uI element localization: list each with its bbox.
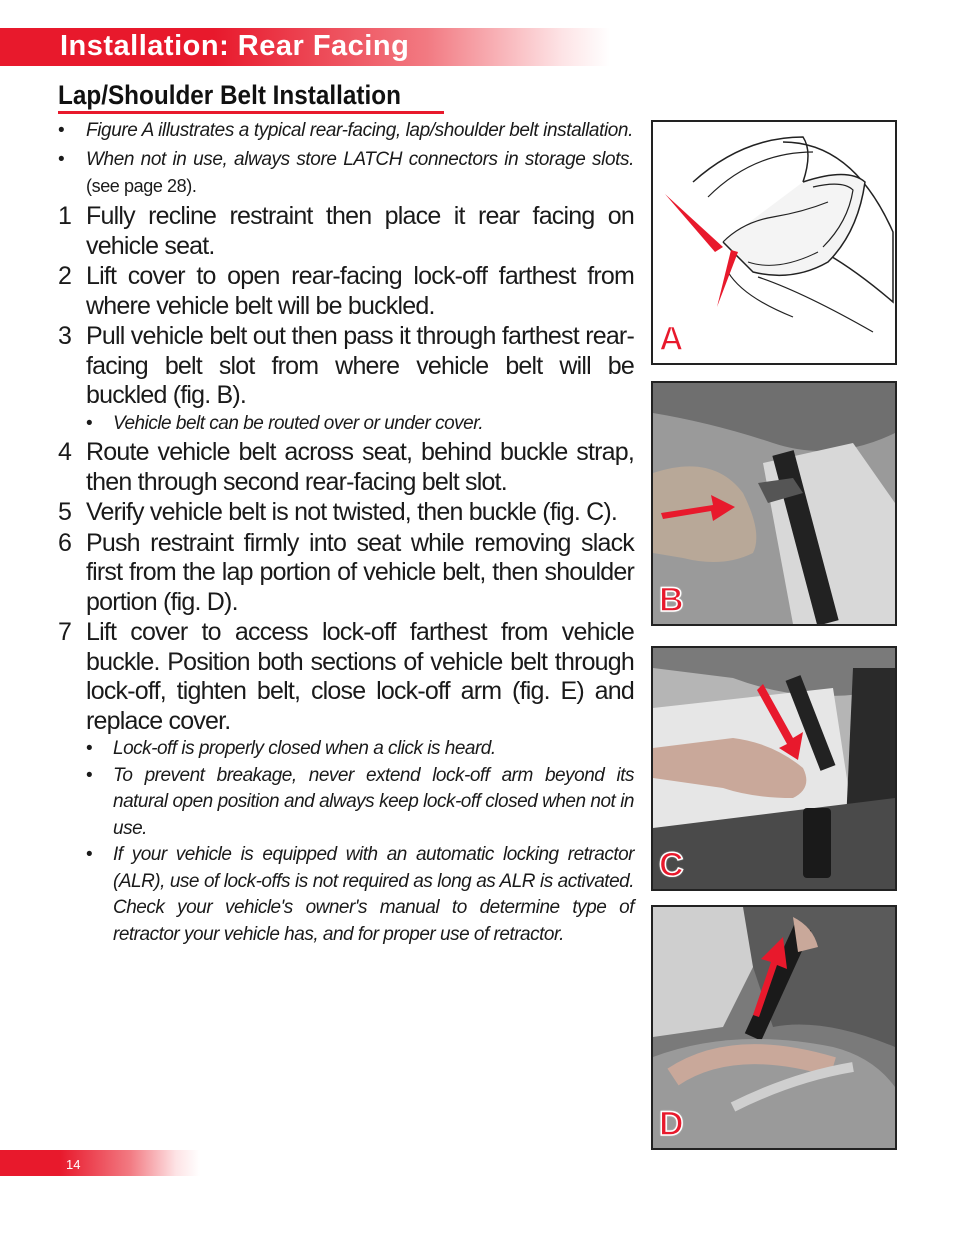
step-item: [58, 262, 634, 321]
figure-a: [651, 120, 897, 365]
step-text: Route vehicle belt across seat, behind buckle strap, then through second rear-facing belt slot.: [86, 438, 634, 496]
step-item: [58, 498, 634, 528]
subnote: [86, 411, 634, 438]
bullet: •: [58, 149, 65, 170]
step-number: 6: [58, 528, 72, 557]
step-item: [58, 438, 634, 497]
step-item: [58, 202, 634, 261]
bullet: •: [86, 844, 93, 865]
figure-label: D: [659, 1105, 684, 1143]
step-text: Push restraint firmly into seat while removing slack first from the lap portion of vehicle belt, then shoulder portion (fig. D).: [86, 528, 634, 616]
car-seat-illustration: [653, 122, 895, 363]
step-text: Lift cover to open rear-facing lock-off farthest from where vehicle belt will be buckled.: [86, 262, 634, 320]
step-number: 2: [58, 262, 72, 290]
instructions-column: [58, 117, 634, 948]
subnote: [86, 763, 634, 843]
page-title: Installation: Rear Facing: [60, 30, 410, 62]
figure-label: C: [659, 846, 684, 884]
bullet: •: [86, 738, 93, 759]
step-number: 3: [58, 322, 72, 350]
buckle-photo: [653, 648, 895, 889]
step-item: [58, 322, 634, 411]
intro-note: [58, 146, 634, 200]
step-item: [58, 529, 634, 618]
subnote-text: To prevent breakage, never extend lock-off arm beyond its natural open position and always keep lock-off closed when not in use.: [113, 764, 634, 839]
section-title: Lap/Shoulder Belt Installation: [58, 80, 401, 110]
step-subnotes: [58, 411, 634, 438]
figure-label: B: [659, 581, 684, 619]
tighten-belt-photo: [653, 907, 895, 1148]
figure-d: [651, 905, 897, 1150]
bullet: •: [58, 120, 65, 141]
footer-band: [0, 1150, 200, 1176]
note-text: When not in use, always store LATCH connectors in storage slots.: [86, 149, 634, 170]
step-item: [58, 618, 634, 736]
step-text: Verify vehicle belt is not twisted, then buckle (fig. C).: [86, 498, 618, 526]
step-number: 1: [58, 202, 72, 230]
step-number: 4: [58, 438, 72, 466]
bullet: •: [86, 412, 93, 434]
figure-c: [651, 646, 897, 891]
page-number: 14: [66, 1157, 81, 1172]
step-text: Pull vehicle belt out then pass it through farthest rear-facing belt slot from where vehicle belt will be buckled (fig. B).: [86, 322, 634, 409]
intro-note: [58, 117, 634, 144]
step-number: 5: [58, 498, 72, 526]
step-number: 7: [58, 618, 72, 646]
step-text: Lift cover to access lock-off farthest from vehicle buckle. Position both sections of vehicle belt through lock-off, tighten belt, close lock-off arm (fig. E) and replace cover.: [86, 618, 634, 735]
subnote-text: If your vehicle is equipped with an automatic locking retractor (ALR), use of lock-offs is not required as long as ALR is activated. Check your vehicle's owner's manual to determine type of retractor your vehicle has, and for proper use of retractor.: [113, 844, 634, 945]
subnote-text: Vehicle belt can be routed over or under cover.: [113, 412, 484, 434]
subnote-text: Lock-off is properly closed when a click is heard.: [113, 738, 496, 759]
subnote: [86, 842, 634, 948]
section-title-underline: [58, 111, 444, 114]
note-text: Figure A illustrates a typical rear-facing, lap/shoulder belt installation.: [86, 120, 633, 141]
belt-routing-photo: [653, 383, 895, 624]
figure-b: [651, 381, 897, 626]
step-subnotes: [58, 736, 634, 948]
subnote: [86, 736, 634, 763]
bullet: •: [86, 764, 93, 786]
page-reference: (see page 28).: [86, 176, 197, 196]
figure-label: A: [659, 320, 684, 358]
step-text: Fully recline restraint then place it rear facing on vehicle seat.: [86, 202, 634, 260]
